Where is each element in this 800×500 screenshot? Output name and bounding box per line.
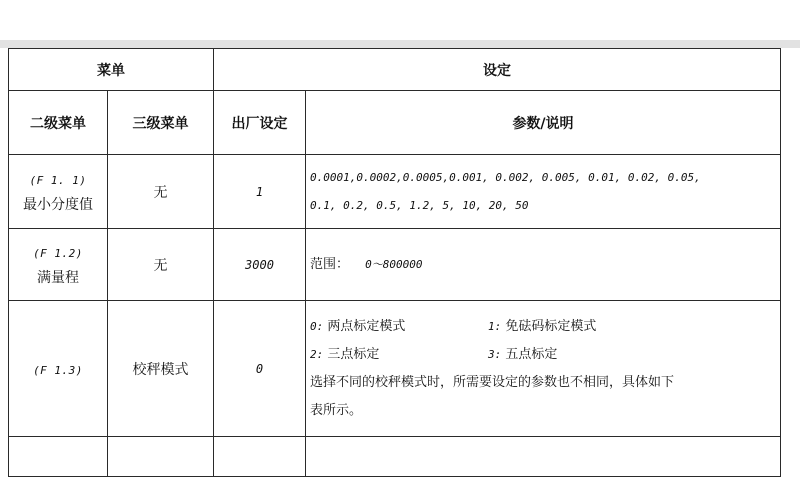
menu-code: (F 1.3) — [33, 364, 83, 377]
menu-code-cell — [9, 301, 108, 437]
level3-cell: 校秤模式 — [108, 301, 214, 437]
range-value: 0～800000 — [365, 257, 423, 271]
param-cell — [306, 229, 781, 301]
menu-name: 满量程 — [37, 270, 79, 286]
param-line — [310, 313, 780, 341]
param-line — [310, 251, 780, 279]
option-text: 两点标定模式 — [327, 318, 406, 334]
option-number: 3: — [488, 347, 502, 361]
settings-table — [8, 48, 781, 477]
level2-menu-header: 二级菜单 — [9, 91, 108, 155]
menu-code: (F 1. 1) — [29, 174, 87, 187]
factory-setting-header: 出厂设定 — [214, 91, 306, 155]
level3-cell: 无 — [108, 155, 214, 229]
table-row — [9, 229, 781, 301]
table-row — [9, 437, 781, 477]
top-divider-band — [0, 40, 800, 48]
mode-option — [310, 313, 488, 341]
menu-code-cell — [9, 229, 108, 301]
range-label: 范围： — [310, 256, 350, 272]
level3-menu-header: 三级菜单 — [108, 91, 214, 155]
empty-cell — [108, 437, 214, 477]
empty-cell — [214, 437, 306, 477]
option-number: 2: — [310, 347, 324, 361]
description-line: 表所示。 — [310, 402, 363, 418]
menu-name: 最小分度值 — [23, 197, 93, 213]
option-text: 免砝码标定模式 — [505, 318, 597, 334]
menu-code-cell — [9, 155, 108, 229]
param-cell — [306, 155, 781, 229]
param-cell — [306, 301, 781, 437]
empty-cell — [306, 437, 781, 477]
setting-header: 设定 — [214, 49, 781, 91]
mode-option — [488, 313, 596, 341]
description-line: 选择不同的校秤模式时，所需要设定的参数也不相同，具体如下 — [310, 374, 675, 390]
menu-code: (F 1.2) — [33, 247, 83, 260]
menu-header: 菜单 — [9, 49, 214, 91]
table-row — [9, 155, 781, 229]
factory-value: 1 — [214, 155, 306, 229]
header-row-1 — [9, 49, 781, 91]
factory-value: 3000 — [214, 229, 306, 301]
option-text: 五点标定 — [505, 346, 558, 362]
mode-option — [488, 341, 557, 369]
header-row-2 — [9, 91, 781, 155]
factory-value: 0 — [214, 301, 306, 437]
param-line — [310, 341, 780, 369]
option-number: 1: — [488, 319, 502, 333]
empty-cell — [9, 437, 108, 477]
params-header: 参数/说明 — [306, 91, 781, 155]
mode-option — [310, 341, 488, 369]
param-line: 0.1, 0.2, 0.5, 1.2, 5, 10, 20, 50 — [310, 198, 529, 212]
level3-cell: 无 — [108, 229, 214, 301]
option-text: 三点标定 — [327, 346, 380, 362]
option-number: 0: — [310, 319, 324, 333]
param-line: 0.0001,0.0002,0.0005,0.001, 0.002, 0.005, 0.01, 0.02, 0.05, — [310, 170, 701, 184]
table-row — [9, 301, 781, 437]
